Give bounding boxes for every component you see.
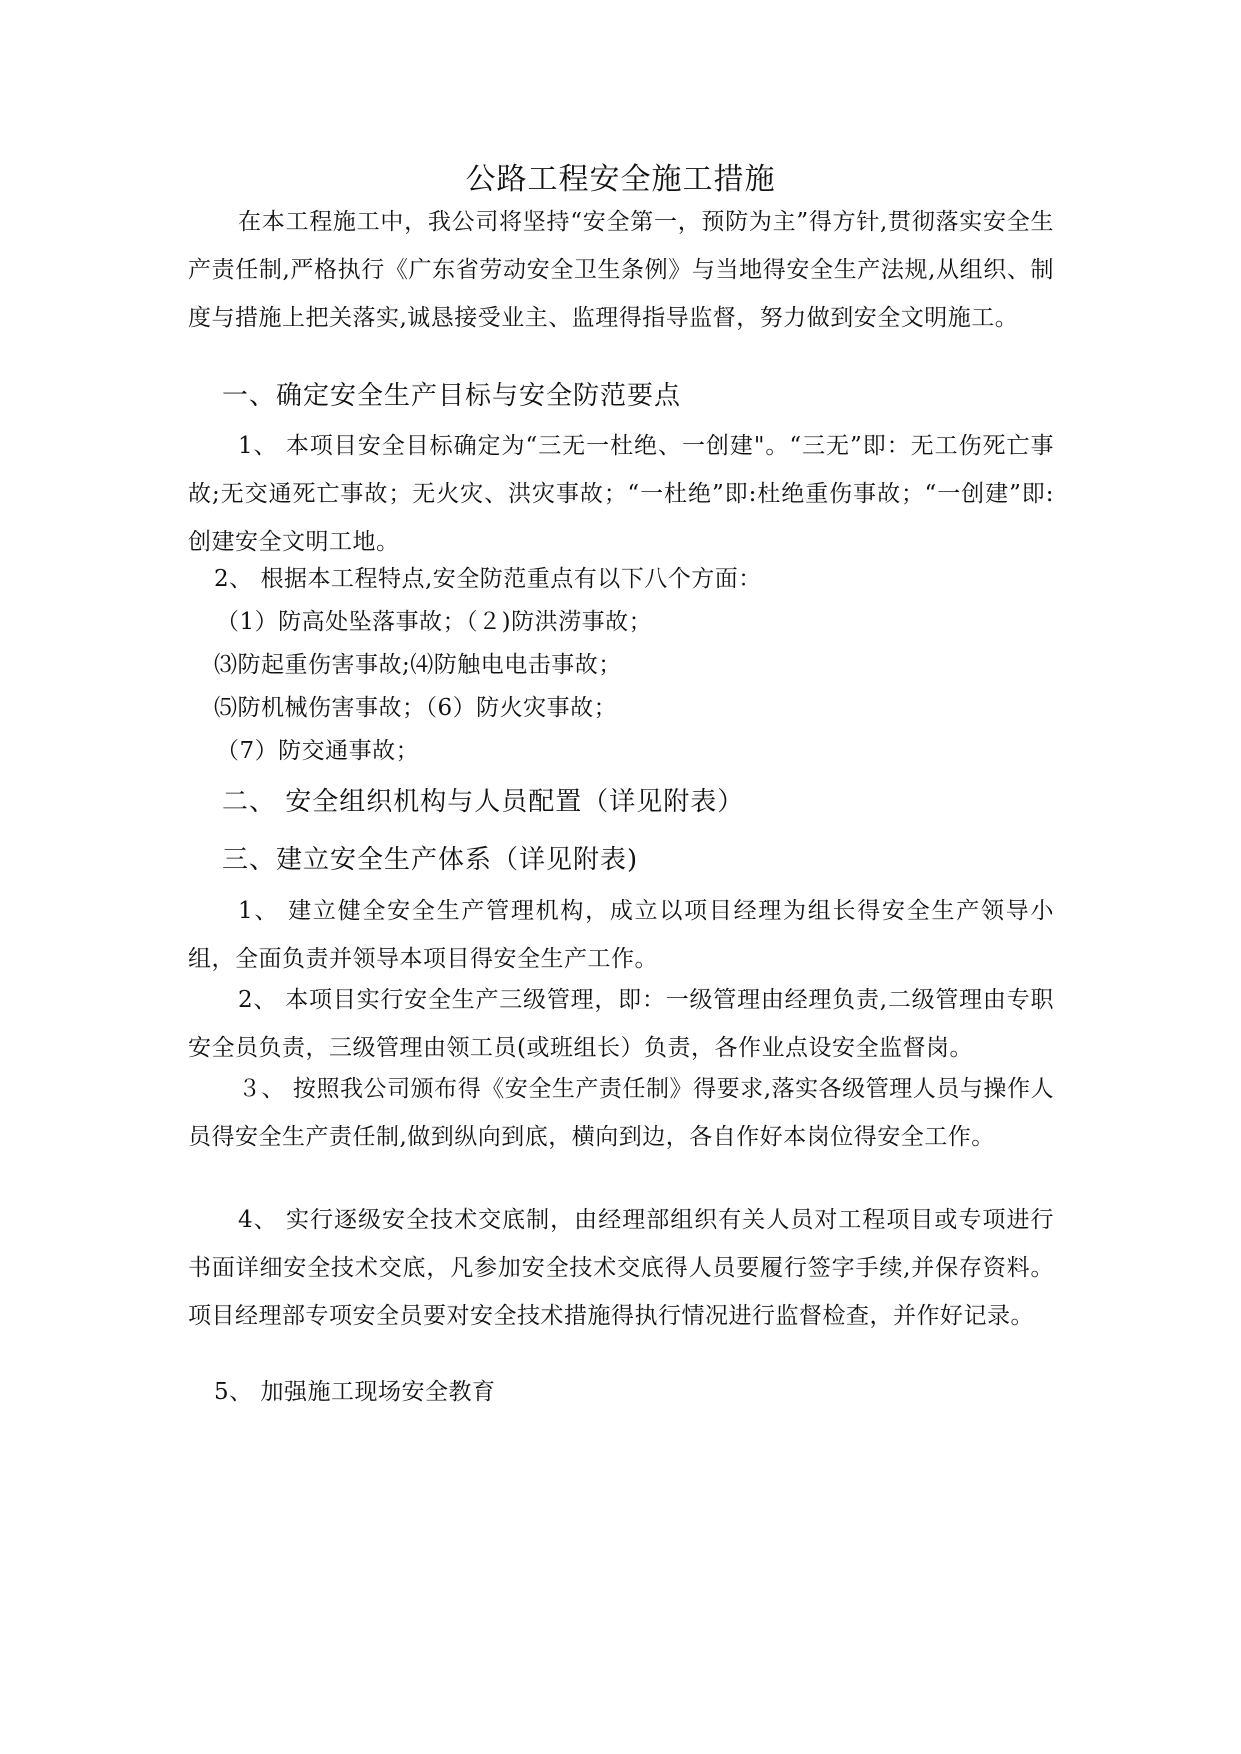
section1-item2: 2、 根据本工程特点,安全防范重点有以下八个方面： [214,566,762,592]
section1-item1: 1、 本项目安全目标确定为“三无一杜绝、一创建"。“三无”即：无工伤死亡事故;无交通死亡事故；无火灾、洪灾事故；“一杜绝”即:杜绝重伤事故；“一创建”即:创建安全文明工地。 [188,433,1054,555]
section3-item4: 4、 实行逐级安全技术交底制，由经理部组织有关人员对工程项目或专项进行书面详细安全技术交底，凡参加安全技术交底得人员要履行签字手续,并保存资料。项目经理部专项安全员要对安全技术措施得执行情况进行监督检查，并作好记录。 [188,1207,1054,1329]
section3-item2: 2、 本项目实行安全生产三级管理，即：一级管理由经理负责,二级管理由专职安全员负责，三级管理由领工员(或班组长）负责，各作业点设安全监督岗。 [188,987,1054,1061]
hazard-list-item: （7）防交通事故； [216,738,420,764]
hazard-list-item: ⑸防机械伤害事故；（6）防火灾事故； [214,695,618,721]
intro-paragraph: 在本工程施工中，我公司将坚持“安全第一，预防为主”得方针,贯彻落实安全生产责任制,严格执行《广东省劳动安全卫生条例》与当地得安全生产法规,从组织、制度与措施上把关落实,诚恳接受业主、监理得指导监督，努力做到安全文明施工。 [188,209,1054,331]
section3-item5: 5、 加强施工现场安全教育 [214,1379,496,1405]
section2-heading: 二、 安全组织机构与人员配置（详见附表） [222,787,745,817]
hazard-list-item: ⑶防起重伤害事故;⑷防触电电击事故； [214,652,622,678]
hazard-list-item: （1）防高处坠落事故；（２)防洪涝事故； [216,609,653,635]
section3-item1: 1、 建立健全安全生产管理机构，成立以项目经理为组长得安全生产领导小组，全面负责并领导本项目得安全生产工作。 [188,898,1054,972]
section1-heading: 一、确定安全生产目标与安全防范要点 [222,381,682,411]
document-title: 公路工程安全施工措施 [465,162,776,197]
section3-heading: 三、建立安全生产体系（详见附表) [222,845,639,875]
section3-item3: ３、 按照我公司颁布得《安全生产责任制》得要求,落实各级管理人员与操作人员得安全生产责任制,做到纵向到底，横向到边，各自作好本岗位得安全工作。 [188,1076,1054,1150]
